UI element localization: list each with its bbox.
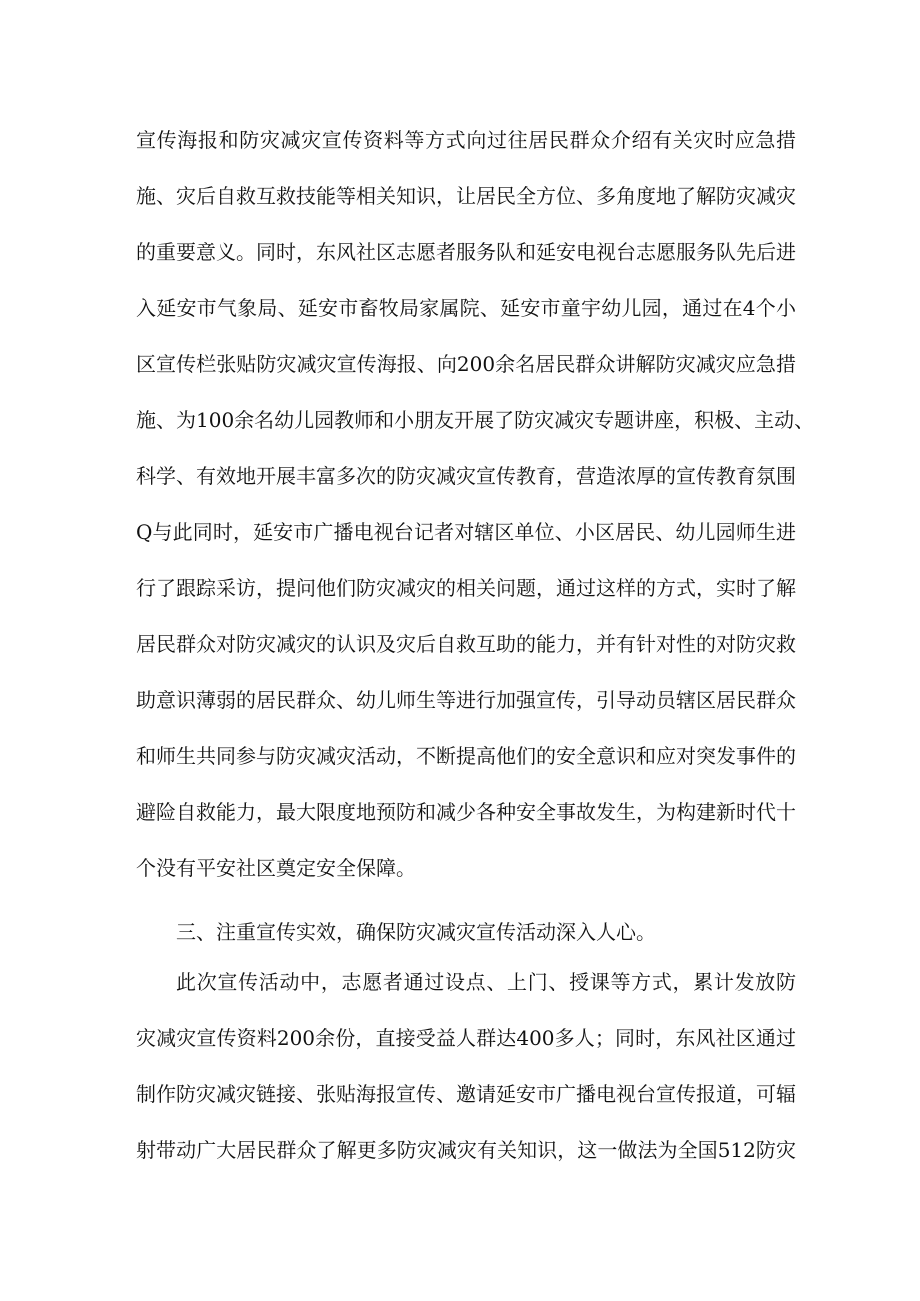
paragraph-1-line-1: 宣传海报和防灾减灾宣传资料等方式向过往居民群众介绍有关灾时应急措 (136, 128, 796, 152)
paragraph-1-line-12: 和师生共同参与防灾减灾活动，不断提高他们的安全意识和应对突发事件的 (136, 744, 796, 768)
section-heading-3: 三、注重宣传实效，确保防灾减灾宣传活动深入人心。 (176, 920, 656, 944)
paragraph-1-line-6: 施、为100余名幼儿园教师和小朋友开展了防灾减灾专题讲座，积极、主动、 (136, 408, 815, 432)
paragraph-2-line-1: 此次宣传活动中，志愿者通过设点、上门、授课等方式，累计发放防 (176, 970, 796, 994)
paragraph-1-line-14: 个没有平安社区奠定安全保障。 (136, 856, 416, 880)
paragraph-1-line-8: Q与此同时，延安市广播电视台记者对辖区单位、小区居民、幼儿园师生进 (136, 520, 796, 544)
paragraph-2-line-2: 灾减灾宣传资料200余份，直接受益人群达400多人；同时，东风社区通过 (136, 1026, 796, 1050)
paragraph-1-line-4: 入延安市气象局、延安市畜牧局家属院、延安市童宇幼儿园，通过在4个小 (136, 296, 796, 320)
paragraph-1-line-10: 居民群众对防灾减灾的认识及灾后自救互助的能力，并有针对性的对防灾救 (136, 632, 796, 656)
paragraph-1-line-11: 助意识薄弱的居民群众、幼儿师生等进行加强宣传，引导动员辖区居民群众 (136, 688, 796, 712)
paragraph-2-line-4: 射带动广大居民群众了解更多防灾减灾有关知识，这一做法为全国512防灾 (136, 1138, 796, 1162)
paragraph-1-line-3: 的重要意义。同时，东风社区志愿者服务队和延安电视台志愿服务队先后进 (136, 240, 796, 264)
paragraph-1-line-7: 科学、有效地开展丰富多次的防灾减灾宣传教育，营造浓厚的宣传教育氛围 (136, 464, 796, 488)
paragraph-1-line-2: 施、灾后自救互救技能等相关知识，让居民全方位、多角度地了解防灾减灾 (136, 184, 796, 208)
paragraph-1-line-9: 行了跟踪采访，提问他们防灾减灾的相关问题，通过这样的方式，实时了解 (136, 576, 796, 600)
paragraph-1-line-13: 避险自救能力，最大限度地预防和减少各种安全事故发生，为构建新时代十 (136, 800, 796, 824)
paragraph-2-line-3: 制作防灾减灾链接、张贴海报宣传、邀请延安市广播电视台宣传报道，可辐 (136, 1082, 796, 1106)
paragraph-1-line-5: 区宣传栏张贴防灾减灾宣传海报、向200余名居民群众讲解防灾减灾应急措 (136, 352, 796, 376)
